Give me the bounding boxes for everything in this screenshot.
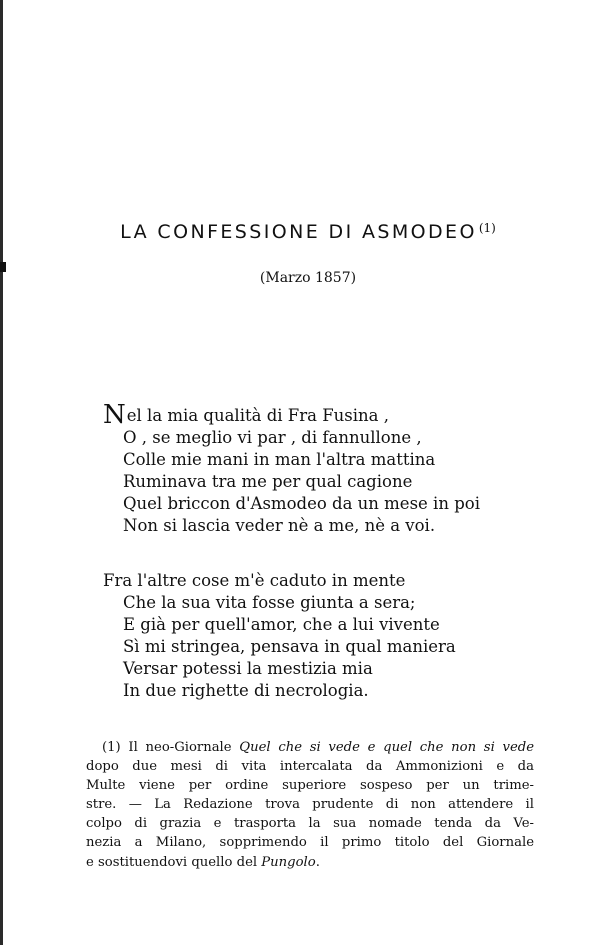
verse-line: Colle mie mani in man l'altra mattina [123,450,436,469]
poem-title-text: LA CONFESSIONE DI ASMODEO [120,221,477,243]
footnote-line: Multe viene per ordine superiore sospeso per un trime- [86,778,534,794]
verse-line: Ruminava tra me per qual cagione [123,472,413,491]
stanza-2 [103,570,456,702]
page-edge [0,0,3,945]
footnote [86,738,534,872]
footnote-line: nezia a Milano, sopprimendo il primo titolo del Giornale [86,835,534,851]
verse-line: Non si lascia veder nè a me, nè a voi. [123,516,436,535]
verse-line: Nel la mia qualità di Fra Fusina , [103,400,389,430]
verse-line: Sì mi stringea, pensava in qual maniera [123,637,456,656]
verse-line: O , se meglio vi par , di fannullone , [123,428,422,447]
verse-line: Versar potessi la mestizia mia [123,659,373,678]
poem-title [0,214,616,246]
footnote-line: dopo due mesi di vita intercalata da Ammonizioni e da [86,759,534,775]
drop-cap: N [103,400,126,430]
verse-line: Quel briccon d'Asmodeo da un mese in poi [123,494,480,513]
footnote-line: colpo di grazia e trasporta la sua nomade tenda da Ve- [86,816,534,832]
poem-date: (Marzo 1857) [259,270,357,286]
stanza-1 [103,400,480,537]
footnote-line: (1) Il neo-Giornale Quel che si vede e quel che non si vede [102,740,534,755]
verse-line: In due righette di necrologia. [123,681,369,700]
verse-line: E già per quell'amor, che a lui vivente [123,615,440,634]
footnote-line: e sostituendovi quello del Pungolo. [86,854,320,870]
verse-line: Fra l'altre cose m'è caduto in mente [103,571,406,590]
footnote-line: stre. — La Redazione trova prudente di non attendere il [86,797,534,813]
title-footnote-ref: (1) [478,221,496,235]
verse-line: Che la sua vita fosse giunta a sera; [123,593,416,612]
